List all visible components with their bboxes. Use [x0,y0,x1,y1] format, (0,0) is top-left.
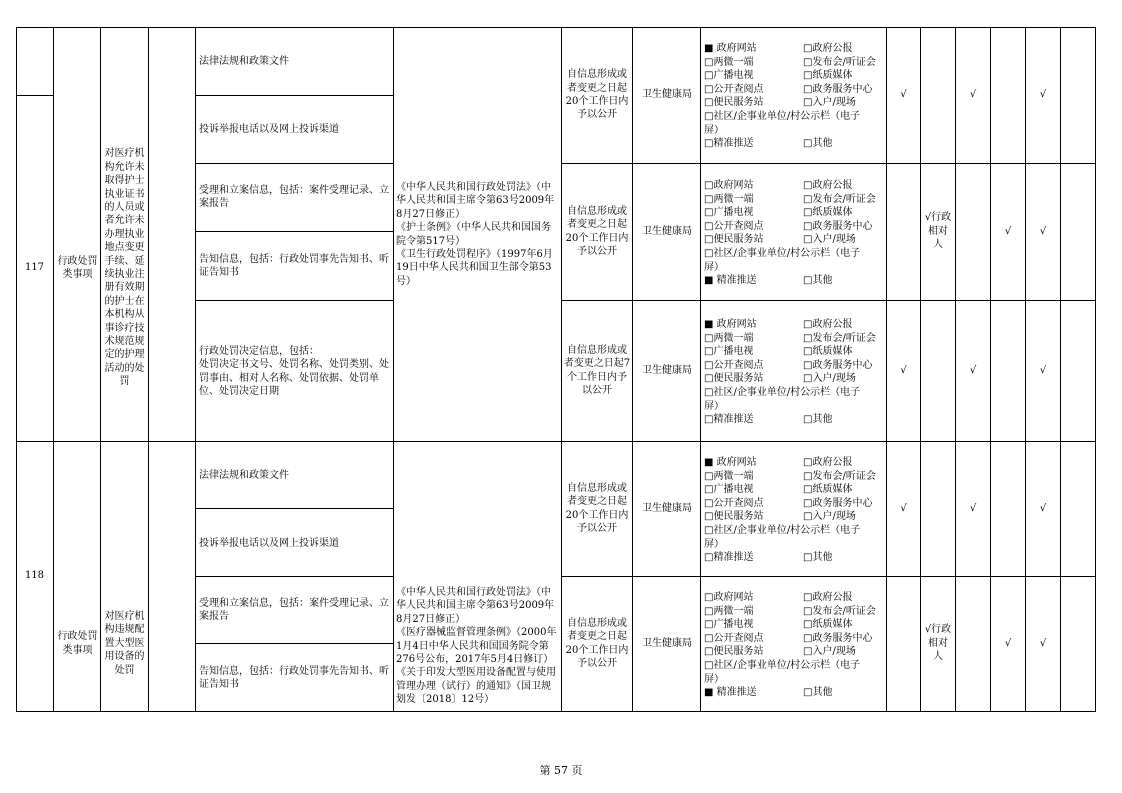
mark-township [1061,441,1095,576]
content-laws: 法律法规和政策文件 [199,470,289,481]
responsible-agency: 卫生健康局 [642,637,692,649]
mark-request: √ [1004,637,1012,649]
content-complaint: 投诉举报电话以及网上投诉渠道 [199,538,339,549]
mark-active [956,163,990,300]
mark-active: √ [969,502,977,514]
mark-active: √ [969,364,977,376]
content-notice: 告知信息，包括：行政处罚事先告知书、听证告知书 [199,666,389,691]
mark-specific [921,441,955,576]
mark-public [887,576,920,711]
mark-public: √ [900,364,907,376]
mark-township [1061,27,1095,163]
document-page: 117 行政处罚类事项 对医疗机构允许未取得护士执业证书的人员或者允许未办理执业地点变更手续、延续执业注册有效期的护士在本机构从事诊疗技术规范规定的护理活动的处罚 法律法规和政策文件 投诉举报电话以及网上投诉渠道 受理和立案信息，包括：案件受理记录、立案报告 告知信息，包括：行政处罚事先告知书、听证告知书 行政处罚决定信息，包括： 处罚决定书文号、处罚名称、处罚类别、处罚事由、相对人名称、处罚依据、处罚单位、处罚决定日期 《中华人民共和国行政处罚法》（中华人民共和国主席令第63号2009年8月27日修正） 《护士条例》（中华人民共和国国务院令第517号） 《卫生行政处罚程序》（1997年6月19日中华人民共和国卫生部令第53号） 自信息形成或者变更之日起20个工作日内予以公开 卫生健康局 ■ 政府网站 □政府公报 □两微一端 □发布会/听证会 □广播电视 □纸质媒体 □公开查阅点 □政务服务中心 □便民服务站 □入户/现场 □社区/企事业单位/村公示栏（电子 屏） □精准推送 □其他 √ √ √ 自信息形成或者变更之日起20个工作日内予以公开 卫生健康局 □政府网站 □政府公报 □两微一端 □发布会/听证会 □广播电视 □纸质媒体 □公开查阅点 □政务服务中心 □便民服务站 □入户/现场 □社区/企事业单位/村公示栏（电子 屏） ■ 精准推送 □其他 √行政相对人 √ √ 自信息形成或者变更之日起7个工作日内予以公开 卫生健康局 ■ 政府网站 □政府公报 □两微一端 □发布会/听证会 □广播电视 □纸质媒体 □公开查阅点 □政务服务中心 □便民服务站 □入户/现场 □社区/企事业单位/村公示栏（电子 屏） □精准推送 □其他 √ √ √ 118 行政处罚类事项 对医疗机构违规配置大型医用设备的处罚 法律法规和政策文件 投诉举报电话以及网上投诉渠道 受理和立案信息，包括：案件受理记录、立案报告 告知信息，包括：行政处罚事先告知书、听证告知书 《中华人民共和国行政处罚法》（中华人民共和国主席令第63号2009年8月27日修正） 《医疗器械监督管理条例》（2000年1月4日中华人民共和国国务院令第276号公布，2017年5月4日修订） 《关于印发大型医用设备配置与使用管理办理（试行）的通知》（国卫规划发〔2018〕12号） 自信息形成或者变更之日起20个工作日内予以公开 卫生健康局 ■ 政府网站 □政府公报 □两微一端 □发布会/听证会 □广播电视 □纸质媒体 □公开查阅点 □政务服务中心 □便民服务站 □入户/现场 □社区/企事业单位/村公示栏（电子 屏） □精准推送 □其他 √ √ √ 自信息形成或者变更之日起20个工作日内予以公开 卫生健康局 □政府网站 □政府公报 □两微一端 □发布会/听证会 □广播电视 □纸质媒体 □公开查阅点 □政务服务中心 □便民服务站 □入户/现场 □社区/企事业单位/村公示栏（电子 屏） ■ 精准推送 □其他 √行政相对人 √ √ 第 57 页 [0,0,1122,793]
mark-specific [921,27,955,163]
mark-request [991,300,1025,441]
responsible-agency: 卫生健康局 [642,502,692,514]
disclosure-time: 自信息形成或者变更之日起20个工作日内予以公开 [565,69,629,121]
legal-basis: 《中华人民共和国行政处罚法》（中华人民共和国主席令第63号2009年8月27日修正） 《医疗器械监督管理条例》（2000年1月4日中华人民共和国国务院令第276号公布，2017年5月4日修订） 《关于印发大型医用设备配置与使用管理办理（试行）的通知》（国卫规划发〔2018〕12号） [396,587,557,706]
responsible-agency: 卫生健康局 [642,89,692,101]
item-name: 对医疗机构违规配置大型医用设备的处罚 [104,610,145,676]
mark-public: √ [900,502,907,514]
content-acceptance: 受理和立案信息，包括：案件受理记录、立案报告 [199,185,389,210]
responsible-agency: 卫生健康局 [642,364,692,376]
item-category: 行政处罚类事项 [57,631,98,656]
mark-active: √ [969,89,977,101]
mark-request [991,27,1025,163]
row-number: 118 [24,570,45,582]
mark-active [956,576,990,711]
page-number: 第 57 页 [539,764,583,777]
mark-county: √ [1039,637,1047,649]
mark-township [1061,576,1095,711]
content-acceptance: 受理和立案信息，包括：案件受理记录、立案报告 [199,598,389,623]
mark-county: √ [1039,502,1047,514]
legal-basis: 《中华人民共和国行政处罚法》（中华人民共和国主席令第63号2009年8月27日修正） 《护士条例》（中华人民共和国国务院令第517号） 《卫生行政处罚程序》（1997年6月19日中华人民共和国卫生部令第53号） [396,182,555,287]
mark-request [991,441,1025,576]
mark-county: √ [1039,364,1047,376]
disclosure-time: 自信息形成或者变更之日起20个工作日内予以公开 [565,482,629,534]
disclosure-time: 自信息形成或者变更之日起7个工作日内予以公开 [563,344,631,396]
mark-township [1061,163,1095,300]
mark-county: √ [1039,225,1047,237]
item-category: 行政处罚类事项 [57,255,98,280]
row-number: 117 [24,262,45,274]
mark-request: √ [1004,225,1012,237]
mark-specific: √行政相对人 [924,624,952,663]
disclosure-time: 自信息形成或者变更之日起20个工作日内予以公开 [565,205,629,257]
mark-specific: √行政相对人 [924,212,952,251]
mark-specific [921,300,955,441]
responsible-agency: 卫生健康局 [642,225,692,237]
mark-public: √ [900,89,907,101]
mark-county: √ [1039,89,1047,101]
content-notice: 告知信息，包括：行政处罚事先告知书、听证告知书 [199,254,389,279]
disclosure-time: 自信息形成或者变更之日起20个工作日内予以公开 [565,617,629,669]
content-decision: 行政处罚决定信息，包括： 处罚决定书文号、处罚名称、处罚类别、处罚事由、相对人名称、处罚依据、处罚单位、处罚决定日期 [199,346,389,398]
content-laws: 法律法规和政策文件 [199,56,289,67]
mark-township [1061,300,1095,441]
content-complaint: 投诉举报电话以及网上投诉渠道 [199,124,339,135]
item-name: 对医疗机构允许未取得护士执业证书的人员或者允许未办理执业地点变更手续、延续执业注册有效期的护士在本机构从事诊疗技术规范规定的护理活动的处罚 [104,148,145,388]
mark-public [887,163,920,300]
